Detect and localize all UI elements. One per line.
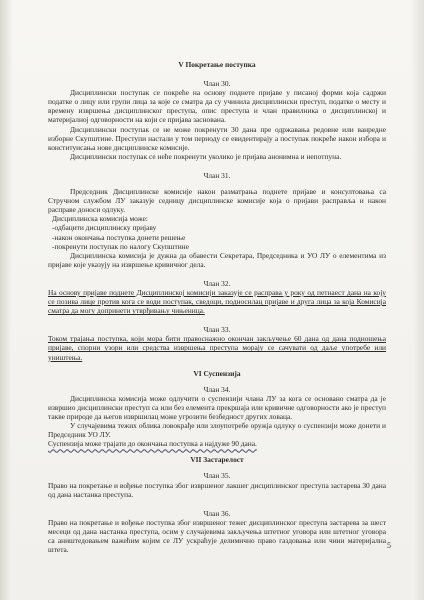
list-item: -одбацити дисциплинску пријаву <box>52 223 157 233</box>
paragraph: Дисциплински поступак се покреће на основу поднете пријаве у писаној форми која садржи податке о лицу или групи лица за које се сматра да су учинила дисциплински преступ, податке о месту и времену извршења дисциплинског преступа, опис преступа и члан правилника о дисциплинској и материјалној одговорности на који се пријава заснована. <box>48 88 386 125</box>
list-intro: Дисциплинска комисија може: <box>52 214 148 224</box>
underlined-paragraph: На основу пријаве поднете Дисциплинској комисији заказује се расправа у року од петнаест дана на коју се позива лице против кога се води поступак, сведоци, подносилац пријаве и друга лица за која Комисија сматра да могу допринети утврђивању чињеница. <box>48 287 386 316</box>
paragraph: Право на покретање и вођење поступка због извршеног тежег дисциплинског преступа застарева за шест месеци од дана настанка преступа, осим у случајевима закључења штетног уговора или штетног уговора са аништедовањем важећим којим се ЛУ ускраћује делимично право газдовања или чини материјална штета. <box>48 517 386 555</box>
paragraph: Дисциплински поступак се неће покренути уколико је пријава анонимна и непотпуна. <box>70 151 342 161</box>
list-item: -након окончања поступка донети решење <box>52 232 186 242</box>
article-title: Члан 36. <box>203 508 231 518</box>
article-title: Члан 31. <box>203 170 231 180</box>
underlined-paragraph: Током трајања поступка, који мора бити правоснажно окончан закључење 60 дана од дана подношења пријаве, спорни узори или средства извршења преступа морају се сачувати од даље употребе или уништења. <box>48 334 386 362</box>
paragraph: Дисциплински поступак се не може покренути 30 дана пре одржавања редовне или ванредне изборне Скупштине. Преступи настали у том периоду се евидентирају а поступак покреће након избора и конституисања нове дисциплинске комисије. <box>48 124 386 152</box>
article-title: Члан 32. <box>203 278 231 288</box>
paragraph: Дисциплинска комисија је дужна да обавести Секретара, Председника и УО ЛУ о елементима из пријаве које указују на извршење кривичног дела. <box>48 250 386 269</box>
page-number: 5 <box>387 541 391 550</box>
section-title: VI Суспензија <box>193 368 241 378</box>
section-title: V Покретање поступка <box>178 60 256 69</box>
paragraph: Дисциплинска комисија може одлучити о суспензији члана ЛУ за кога се основано сматра да је извршио дисциплински преступ са или без елемента прекршаја или кривичне одговорности ако је преступ такве природе да његов извршилац може угрозити безбедност других ловаца. <box>48 393 386 421</box>
paragraph: Председник Дисциплинске комисије након разматрања поднете пријаве и консултовања са Стручном службом ЛУ заказује седницу дисциплинске комисије која о пријави расправља и након расправе доноси одлуку. <box>48 187 386 215</box>
paragraph <box>48 439 386 448</box>
option-list <box>48 214 386 250</box>
paragraph: У случајевима тежих облика ловокрађе или злоупотребе оружја одлуку о суспензији може донети и Председник УО ЛУ. <box>48 421 386 440</box>
article-title: Члан 33. <box>203 325 231 335</box>
section-title: VII Застарелост <box>190 455 244 465</box>
article-title: Члан 30. <box>203 79 231 89</box>
wavy-underlined-text: Суспензија може трајати до окончања поступка а најдуже 90 дана. <box>48 439 257 449</box>
list-item: -покренути поступак по налогу Скупштине <box>52 241 189 251</box>
scan-edge-shadow-right <box>412 0 424 600</box>
article-title: Члан 34. <box>203 384 231 394</box>
scan-edge-shadow-left <box>0 0 12 600</box>
article-title: Члан 35. <box>203 471 231 481</box>
paragraph: Право на покретање и вођење поступка због извршеног лакшег дисциплинског преступа застарева 30 дана од дана настанка преступа. <box>48 480 386 499</box>
document-body <box>48 60 386 554</box>
